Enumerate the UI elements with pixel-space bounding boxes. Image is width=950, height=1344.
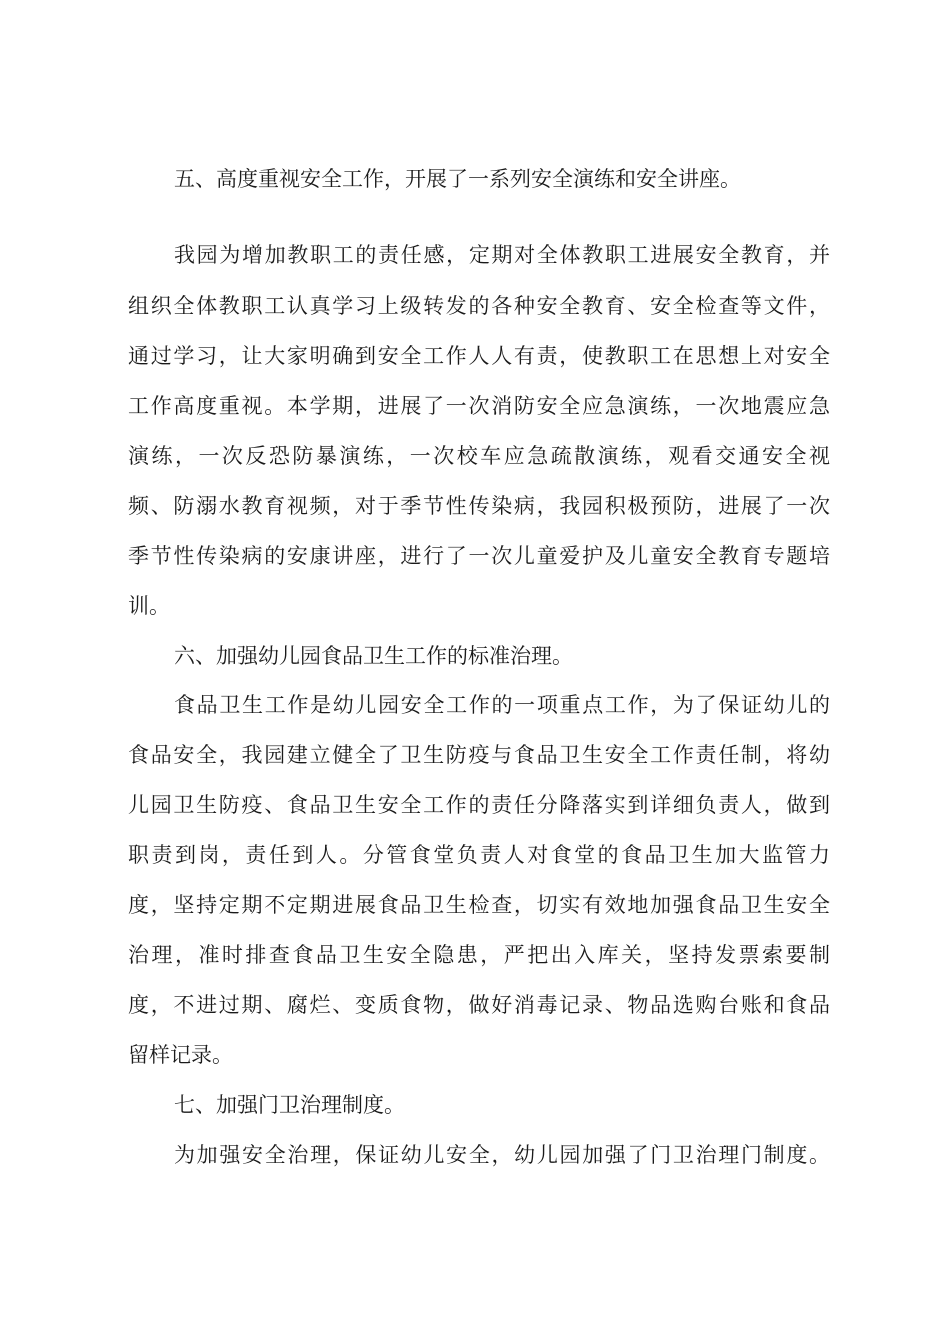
section-6-line-8: 留样记录。 xyxy=(128,1043,233,1067)
section-5-line-1: 我园为增加教职工的责任感，定期对全体教职工进展安全教育，并 xyxy=(174,243,830,267)
section-6-line-5: 度，坚持定期不定期进展食品卫生检查，切实有效地加强食品卫生安全 xyxy=(128,893,830,917)
section-7-heading: 七、加强门卫治理制度。 xyxy=(174,1093,405,1117)
section-5-line-8: 训。 xyxy=(128,594,170,618)
section-7-line-1: 为加强安全治理，保证幼儿安全，幼儿园加强了门卫治理门制度。 xyxy=(174,1143,830,1167)
section-5-heading: 五、高度重视安全工作，开展了一系列安全演练和安全讲座。 xyxy=(174,167,741,191)
section-6-line-7: 度，不进过期、腐烂、变质食物，做好消毒记录、物品选购台账和食品 xyxy=(128,993,830,1017)
section-5-line-5: 演练，一次反恐防暴演练，一次校车应急疏散演练，观看交通安全视 xyxy=(128,444,830,468)
section-5-line-2: 组织全体教职工认真学习上级转发的各种安全教育、安全检查等文件， xyxy=(128,294,830,318)
section-6-line-6: 治理，准时排查食品卫生安全隐患，严把出入库关，坚持发票索要制 xyxy=(128,943,830,967)
section-5-line-3: 通过学习，让大家明确到安全工作人人有责，使教职工在思想上对安全 xyxy=(128,344,830,368)
section-6-line-1: 食品卫生工作是幼儿园安全工作的一项重点工作，为了保证幼儿的 xyxy=(174,693,830,717)
section-5-line-6: 频、防溺水教育视频，对于季节性传染病，我园积极预防，进展了一次 xyxy=(128,494,830,518)
section-6-line-3: 儿园卫生防疫、食品卫生安全工作的责任分降落实到详细负责人，做到 xyxy=(128,793,830,817)
section-6-line-4: 职责到岗，责任到人。分管食堂负责人对食堂的食品卫生加大监管力 xyxy=(128,843,830,867)
section-5-line-4: 工作高度重视。本学期，进展了一次消防安全应急演练，一次地震应急 xyxy=(128,394,830,418)
section-6-heading: 六、加强幼儿园食品卫生工作的标准治理。 xyxy=(174,644,573,668)
section-5-line-7: 季节性传染病的安康讲座，进行了一次儿童爱护及儿童安全教育专题培 xyxy=(128,544,830,568)
section-6-line-2: 食品安全，我园建立健全了卫生防疫与食品卫生安全工作责任制，将幼 xyxy=(128,743,830,767)
